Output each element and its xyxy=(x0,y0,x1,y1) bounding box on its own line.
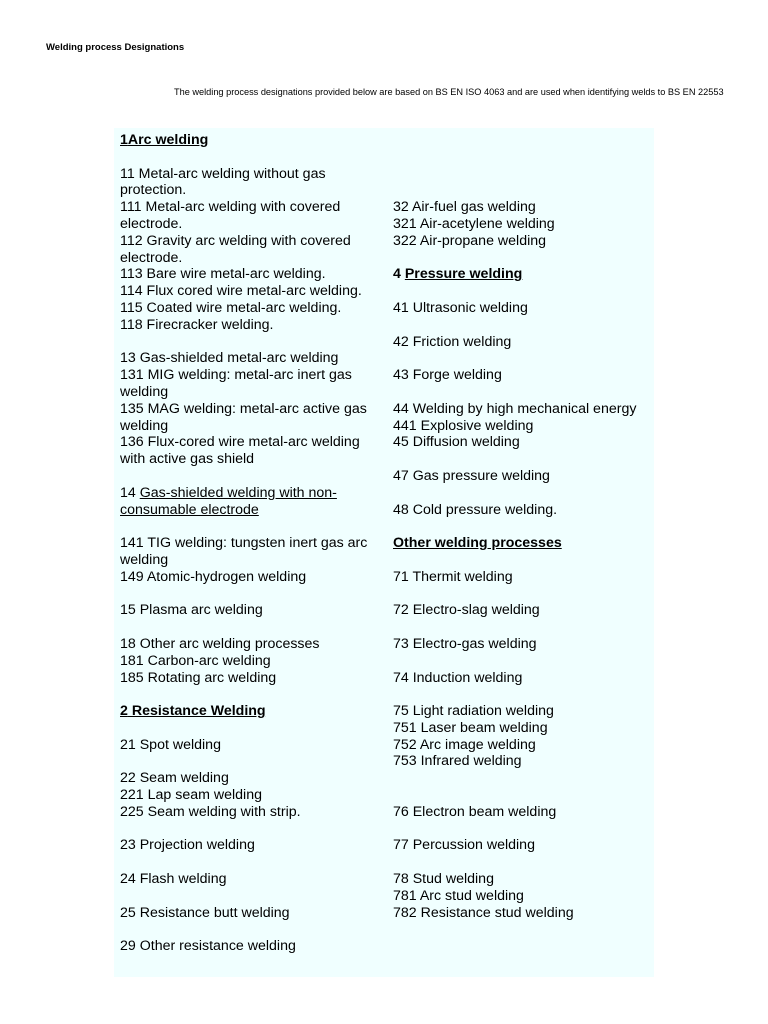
list-item: 41 Ultrasonic welding xyxy=(393,299,528,316)
spacer xyxy=(120,149,386,166)
list-item: 21 Spot welding xyxy=(120,736,221,753)
item-number: 14 xyxy=(120,484,136,501)
list-item: 118 Firecracker welding. xyxy=(120,316,274,333)
list-item: 322 Air-propane welding xyxy=(393,232,547,249)
section-number: 1 xyxy=(120,132,128,148)
list-item: 752 Arc image welding xyxy=(393,736,536,753)
spacer xyxy=(393,283,651,300)
spacer xyxy=(393,619,651,636)
spacer xyxy=(120,334,386,351)
spacer xyxy=(120,518,386,535)
spacer xyxy=(393,166,651,183)
spacer xyxy=(393,770,651,787)
list-item: 73 Electro-gas welding xyxy=(393,635,537,652)
list-item: 71 Thermit welding xyxy=(393,568,513,585)
spacer xyxy=(120,468,386,485)
list-item: 751 Laser beam welding xyxy=(393,719,548,736)
spacer xyxy=(120,619,386,636)
section-title: Pressure welding xyxy=(404,266,523,283)
spacer xyxy=(120,888,386,905)
list-item: 225 Seam welding with strip. xyxy=(120,803,301,820)
spacer xyxy=(120,821,386,838)
list-item: 47 Gas pressure welding xyxy=(393,467,550,484)
list-item: 75 Light radiation welding xyxy=(393,703,554,720)
spacer xyxy=(393,821,651,838)
list-item: 112 Gravity arc welding with covered electrode. xyxy=(120,232,351,266)
list-item: 22 Seam welding xyxy=(120,770,229,787)
spacer xyxy=(120,720,386,737)
section-title: Other welding processes xyxy=(393,535,562,552)
spacer xyxy=(393,250,651,267)
list-item: 76 Electron beam welding xyxy=(393,803,557,820)
spacer xyxy=(393,653,651,670)
list-item: 13 Gas-shielded metal-arc welding xyxy=(120,350,339,367)
section-title: Arc welding xyxy=(127,132,209,148)
spacer xyxy=(393,552,651,569)
list-item: 24 Flash welding xyxy=(120,871,227,888)
spacer xyxy=(393,182,651,199)
spacer xyxy=(393,350,651,367)
list-item: 45 Diffusion welding xyxy=(393,434,520,451)
list-item: 32 Air-fuel gas welding xyxy=(393,199,536,216)
spacer xyxy=(393,451,651,468)
list-item xyxy=(120,485,386,519)
list-item: 11 Metal-arc welding without gas protection. xyxy=(120,165,326,199)
designations-panel xyxy=(114,128,654,977)
list-item: 111 Metal-arc welding with covered electrode. xyxy=(120,199,341,232)
list-item: 77 Percussion welding xyxy=(393,837,535,854)
spacer xyxy=(393,317,651,334)
item-title: Gas-shielded welding with non-consumable electrode xyxy=(120,484,337,518)
section-heading xyxy=(393,535,651,552)
list-item: 321 Air-acetylene welding xyxy=(393,215,555,232)
list-item: 141 TIG welding: tungsten inert gas arc welding xyxy=(120,535,368,568)
list-item: 18 Other arc welding processes xyxy=(120,635,320,652)
list-item: 78 Stud welding xyxy=(393,871,494,888)
list-item: 181 Carbon-arc welding xyxy=(120,652,271,669)
section-number: 2 xyxy=(120,703,128,720)
spacer xyxy=(393,586,651,603)
spacer xyxy=(120,921,386,938)
spacer xyxy=(393,854,651,871)
spacer xyxy=(393,485,651,502)
list-item: 48 Cold pressure welding. xyxy=(393,501,558,518)
section-heading xyxy=(120,703,386,720)
list-item: 25 Resistance butt welding xyxy=(120,904,290,921)
section-number: 4 xyxy=(393,266,401,283)
spacer xyxy=(393,787,651,804)
list-item: 42 Friction welding xyxy=(393,333,512,350)
list-item: 221 Lap seam welding xyxy=(120,787,262,804)
spacer xyxy=(393,686,651,703)
list-item: 135 MAG welding: metal-arc active gas welding xyxy=(120,400,367,434)
section-heading xyxy=(393,266,651,283)
list-item: 781 Arc stud welding xyxy=(393,887,524,904)
list-item: 29 Other resistance welding xyxy=(120,938,296,955)
list-item: 74 Induction welding xyxy=(393,669,523,686)
list-item: 136 Flux-cored wire metal-arc welding with active gas shield xyxy=(120,434,360,468)
section-title: Resistance Welding xyxy=(127,703,266,720)
list-item: 44 Welding by high mechanical energy xyxy=(393,400,637,417)
spacer xyxy=(120,753,386,770)
spacer xyxy=(393,518,651,535)
list-item: 15 Plasma arc welding xyxy=(120,602,263,619)
list-item: 441 Explosive welding xyxy=(393,417,534,434)
section-heading xyxy=(120,132,386,149)
spacer xyxy=(120,854,386,871)
list-item: 113 Bare wire metal-arc welding. xyxy=(120,266,326,283)
list-item: 23 Projection welding xyxy=(120,837,255,854)
list-item: 149 Atomic-hydrogen welding xyxy=(120,568,307,585)
spacer xyxy=(393,384,651,401)
right-column xyxy=(393,132,651,921)
list-item: 115 Coated wire metal-arc welding. xyxy=(120,299,342,316)
list-item: 72 Electro-slag welding xyxy=(393,602,540,619)
list-item: 43 Forge welding xyxy=(393,367,502,384)
list-item: 782 Resistance stud welding xyxy=(393,904,574,921)
left-column xyxy=(120,132,386,955)
spacer xyxy=(120,586,386,603)
spacer xyxy=(120,686,386,703)
document-title: Welding process Designations xyxy=(46,42,185,53)
spacer xyxy=(393,132,651,149)
intro-paragraph: The welding process designations provided below are based on BS EN ISO 4063 and are used when identifying welds to BS EN 22553 xyxy=(174,87,724,97)
spacer xyxy=(393,149,651,166)
list-item: 185 Rotating arc welding xyxy=(120,669,277,686)
list-item: 753 Infrared welding xyxy=(393,753,522,770)
list-item: 131 MIG welding: metal-arc inert gas welding xyxy=(120,367,352,400)
list-item: 114 Flux cored wire metal-arc welding. xyxy=(120,283,362,300)
